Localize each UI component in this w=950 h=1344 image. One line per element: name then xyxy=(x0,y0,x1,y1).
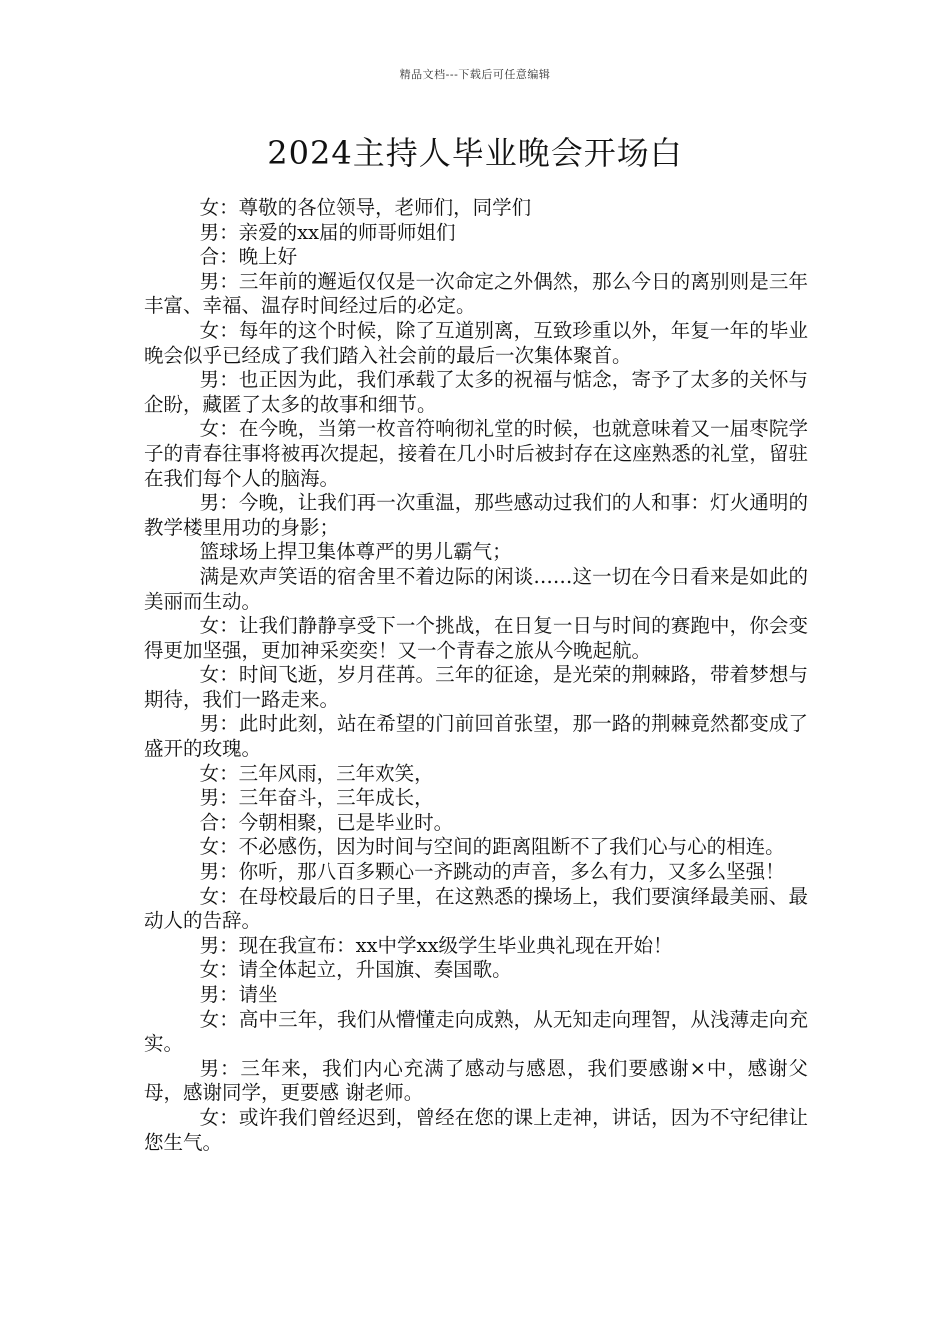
paragraph: 合：今朝相聚，已是毕业时。 xyxy=(199,810,454,834)
header-note: 精品文档---下载后可任意编辑 xyxy=(399,68,551,81)
paragraph: 男：请坐 xyxy=(199,983,278,1006)
paragraph: 女：尊敬的各位领导，老师们，同学们 xyxy=(199,196,532,219)
paragraph: 女：或许我们曾经迟到，曾经在您的课上走神，讲话，因为不守纪律让您生气。 xyxy=(144,1105,808,1154)
paragraph: 女：每年的这个时候，除了互道别离，互致珍重以外，年复一年的毕业晚会似乎已经成了我们踏入社会前的最后一次集体聚首。 xyxy=(144,318,808,367)
paragraph: 男：你听，那八百多颗心一齐跳动的声音，多么有力，又多么坚强！ xyxy=(199,860,785,884)
paragraph: 男：此时此刻，站在希望的门前回首张望，那一路的荆棘竟然都变成了盛开的玫瑰。 xyxy=(144,712,808,761)
paragraph: 女：请全体起立，升国旗、奏国歌。 xyxy=(199,958,512,982)
paragraph: 男：今晚，让我们再一次重温，那些感动过我们的人和事：灯火通明的教学楼里用功的身影； xyxy=(144,491,808,539)
paragraph: 女：在母校最后的日子里，在这熟悉的操场上，我们要演绎最美丽、最动人的告辞。 xyxy=(144,884,808,933)
paragraph: 篮球场上捍卫集体尊严的男儿霸气； xyxy=(199,540,512,564)
document-body xyxy=(144,196,808,1155)
paragraph: 男：三年奋斗，三年成长， xyxy=(199,786,434,810)
paragraph: 男：现在我宣布：xx中学xx级学生毕业典礼现在开始！ xyxy=(199,933,673,957)
paragraph: 男：亲爱的xx届的师哥师姐们 xyxy=(199,220,456,244)
paragraph: 满是欢声笑语的宿舍里不着边际的闲谈……这一切在今日看来是如此的美丽而生动。 xyxy=(144,564,808,613)
paragraph: 女：让我们静静享受下一个挑战，在日复一日与时间的赛跑中，你会变得更加坚强，更加神采奕奕！又一个青春之旅从今晚起航。 xyxy=(144,614,808,662)
paragraph: 女：高中三年，我们从懵懂走向成熟，从无知走向理智，从浅薄走向充实。 xyxy=(144,1007,808,1056)
paragraph: 女：不必感伤，因为时间与空间的距离阻断不了我们心与心的相连。 xyxy=(199,835,785,859)
paragraph: 女：在今晚，当第一枚音符响彻礼堂的时候，也就意味着又一届枣院学子的青春往事将被再次提起，接着在几小时后被封存在这座熟悉的礼堂，留驻在我们每个人的脑海。 xyxy=(144,417,808,490)
paragraph: 女：三年风雨，三年欢笑， xyxy=(199,761,434,785)
paragraph: 男：三年来，我们内心充满了感动与感恩，我们要感谢×中，感谢父母，感谢同学，更要感 谢老师。 xyxy=(144,1056,808,1105)
paragraph: 女：时间飞逝，岁月荏苒。三年的征途，是光荣的荆棘路，带着梦想与期待，我们一路走来。 xyxy=(144,663,808,711)
paragraph: 男：三年前的邂逅仅仅是一次命定之外偶然，那么今日的离别则是三年丰富、幸福、温存时间经过后的必定。 xyxy=(144,269,808,318)
page-title: 2024主持人毕业晚会开场白 xyxy=(267,134,683,172)
paragraph: 合：晚上好 xyxy=(199,245,298,269)
paragraph: 男：也正因为此，我们承载了太多的祝福与惦念，寄予了太多的关怀与企盼，藏匿了太多的故事和细节。 xyxy=(144,368,808,416)
